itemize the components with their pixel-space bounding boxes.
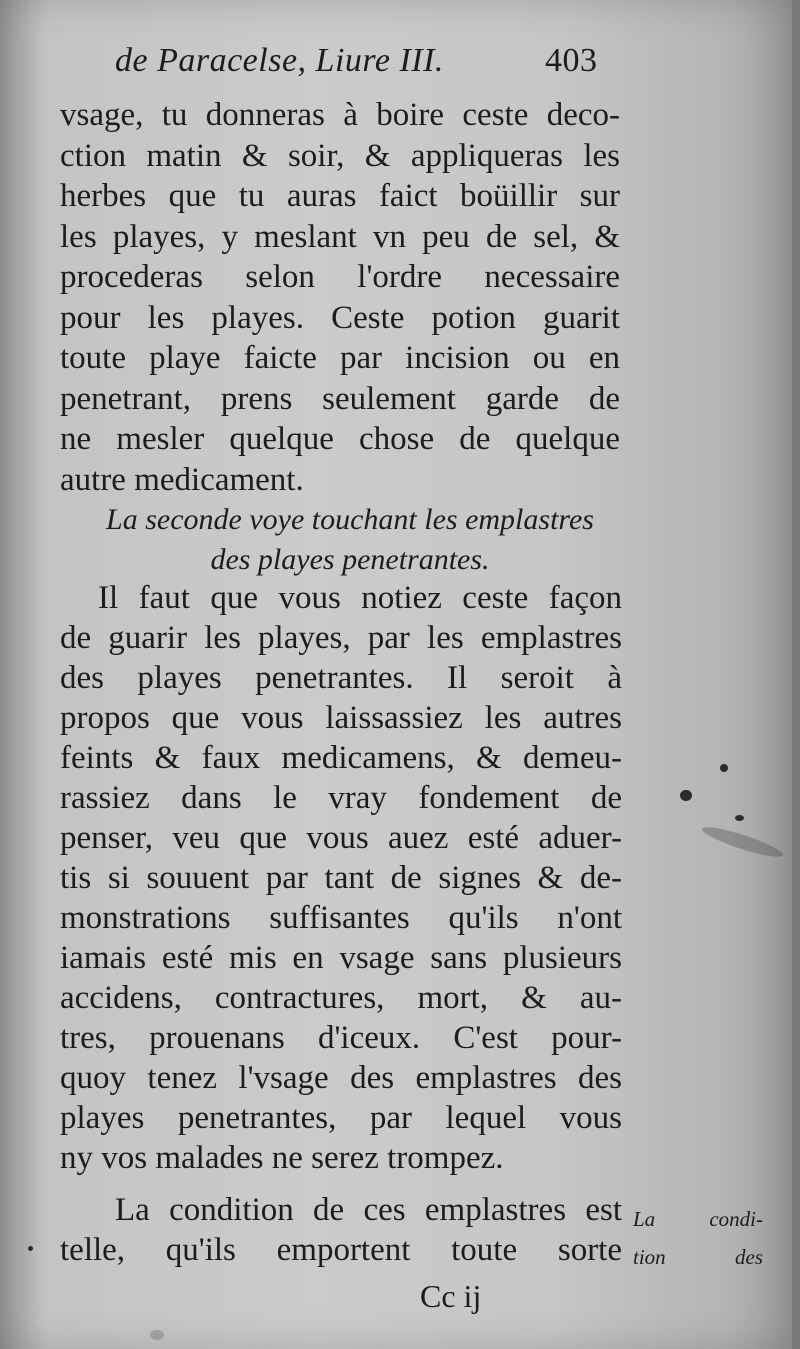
text-line: procederas selon l'ordre necessaire (60, 259, 620, 295)
text-line: les playes, y meslant vn peu de sel, & (60, 218, 620, 255)
text-line: penser, veu que vous auez esté aduer- (60, 820, 622, 856)
text-line: Il faut que vous notiez ceste façon (98, 580, 622, 616)
text-line: rassiez dans le vray fondement de (60, 780, 622, 816)
text-line: tis si souuent par tant de signes & de- (60, 860, 622, 896)
text-line: autre medicament. (60, 461, 304, 498)
text-line: quoy tenez l'vsage des emplastres des (60, 1060, 622, 1096)
paper-stain (150, 1330, 164, 1340)
text-line: ny vos malades ne serez trompez. (60, 1140, 504, 1176)
section-heading (90, 500, 610, 580)
heading-line: des playes penetrantes. (210, 543, 490, 576)
text-line: ne mesler quelque chose de quelque (60, 421, 620, 457)
running-header (115, 42, 635, 80)
text-line: feints & faux medicamens, & demeu- (60, 740, 622, 776)
marginal-note (633, 1200, 763, 1276)
text-line: telle, qu'ils emportent toute sorte (60, 1232, 622, 1268)
text-line: propos que vous laissassiez les autres (60, 700, 622, 736)
text-line: toute playe faicte par incision ou en (60, 340, 620, 376)
paper-stain (700, 822, 785, 862)
text-line: vsage, tu donneras à boire ceste deco- (60, 97, 620, 133)
text-line: herbes que tu auras faict boüillir sur (60, 178, 620, 214)
paragraph-3 (60, 1190, 622, 1270)
text-line: pour les playes. Ceste potion guarit (60, 299, 620, 336)
paragraph-1 (60, 95, 620, 500)
signature-mark: Cc ij (420, 1278, 482, 1314)
text-line: La condition de ces emplastres est (115, 1192, 622, 1228)
text-line: penetrant, prens seulement garde de (60, 380, 620, 417)
page-number: 403 (545, 42, 598, 79)
text-line: monstrations suffisantes qu'ils n'ont (60, 900, 622, 936)
paragraph-2 (60, 578, 622, 1178)
ink-speck (680, 790, 692, 801)
marginal-line: tion des (633, 1245, 763, 1269)
text-line: iamais esté mis en vsage sans plusieurs (60, 940, 622, 976)
text-line: ction matin & soir, & appliqueras les (60, 137, 620, 174)
running-title: de Paracelse, Liure III. (115, 42, 444, 79)
text-line: playes penetrantes, par lequel vous (60, 1100, 622, 1136)
marginal-line: La condi- (633, 1207, 763, 1231)
heading-line: La seconde voye touchant les emplastres (106, 503, 594, 536)
text-line: accidens, contractures, mort, & au- (60, 980, 622, 1016)
ink-speck (720, 764, 728, 772)
text-line: tres, prouenans d'iceux. C'est pour- (60, 1020, 622, 1056)
ink-speck (28, 1246, 33, 1251)
ink-speck (735, 815, 744, 821)
text-line: de guarir les playes, par les emplastres (60, 620, 622, 656)
text-line: des playes penetrantes. Il seroit à (60, 660, 622, 696)
